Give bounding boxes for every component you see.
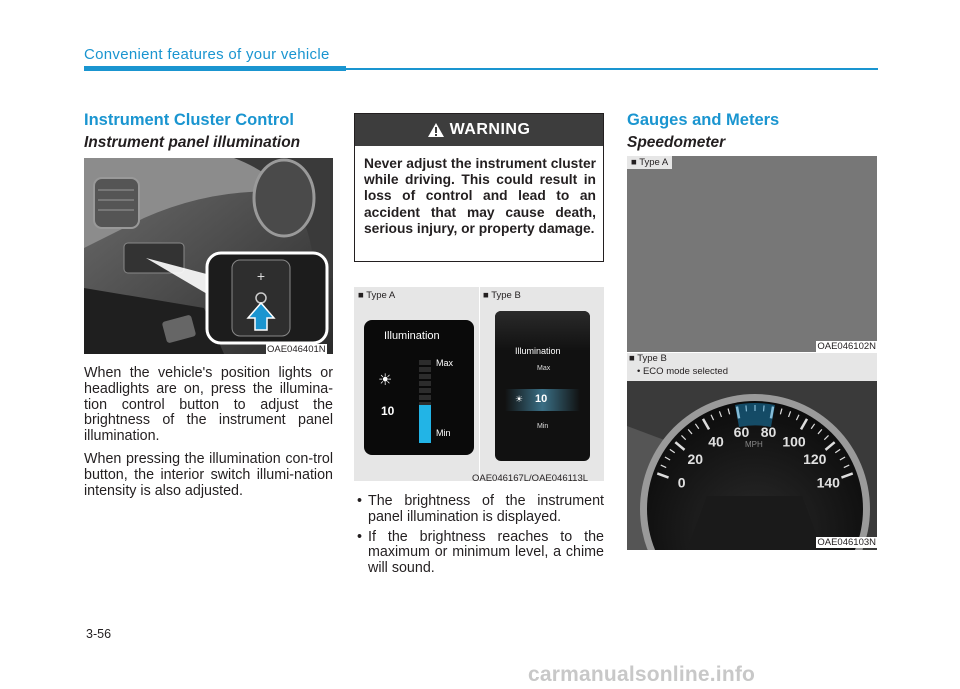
speedometer-type-a-image (627, 156, 877, 352)
watermark-link[interactable]: carmanualsonline.info (528, 663, 756, 686)
paragraph-illumination-1: When the vehicle's position lights or headlights are on, press the illumina-tion control button to adjust the brightness of the instrument panel illumination. (84, 365, 333, 445)
gauge-label: 40 (708, 433, 724, 450)
type-b-header (627, 353, 877, 381)
header-rule-thin (346, 68, 878, 70)
illumination-display-a (364, 320, 474, 455)
bullet-item: • The brightness of the instrument panel illumination is displayed. (354, 494, 604, 526)
header-rule-thick (84, 66, 346, 71)
display-b-value: 10 (535, 393, 548, 405)
gauge-label: 100 (782, 433, 806, 450)
type-b-label-right: ■ Type B (629, 353, 667, 364)
warning-title: WARNING (449, 121, 531, 138)
speedometer-type-b-image (627, 381, 877, 550)
figure-code-right-a: OAE046102N (817, 341, 876, 352)
figure-code-middle: OAE046167L/OAE046113L (472, 473, 589, 484)
type-a-label-right: ■ Type A (627, 156, 672, 169)
type-b-label-mid: ■ Type B (483, 290, 521, 301)
figure-code-left: OAE046401N (267, 344, 326, 355)
warning-header (355, 114, 603, 146)
display-b-min: Min (537, 423, 549, 430)
heading-gauges-meters: Gauges and Meters (627, 111, 780, 129)
display-b-max: Max (537, 365, 551, 372)
warning-text: Never adjust the instrument cluster while driving. This could result in loss of control and lead to an accident that may cause death, serious injury, or property damage. (364, 156, 596, 236)
illumination-icon: ☀ (378, 372, 393, 389)
page-number: 3-56 (86, 627, 112, 641)
speedometer-gauge (627, 381, 877, 550)
warning-box (354, 113, 604, 262)
type-a-label-mid: ■ Type A (358, 290, 396, 301)
gauge-label: 80 (760, 424, 777, 441)
gauge-label: 120 (803, 450, 827, 467)
bullet-item: • If the brightness reaches to the maximum or minimum level, a chime will sound. (354, 530, 604, 577)
bullet-list (354, 494, 604, 581)
section-title: Convenient features of your vehicle (84, 46, 330, 63)
level-bar-fill (419, 405, 431, 443)
illumination-figure (354, 287, 604, 481)
display-a-value: 10 (381, 404, 395, 418)
gauge-unit: MPH (745, 440, 763, 449)
eco-mode-note: • ECO mode selected (637, 366, 728, 377)
subheading-speedometer: Speedometer (627, 134, 726, 151)
gauge-label: 0 (677, 474, 686, 491)
display-b-icon: ☀ (515, 394, 524, 404)
warning-triangle-icon (428, 123, 444, 137)
heading-instrument-cluster: Instrument Cluster Control (84, 111, 294, 129)
gauge-label: 20 (687, 450, 704, 467)
svg-text:+: + (256, 268, 266, 284)
display-a-max: Max (436, 358, 454, 368)
display-a-title: Illumination (384, 330, 440, 342)
display-a-min: Min (436, 428, 451, 438)
gauge-label: 60 (733, 424, 750, 441)
cockpit-photo (84, 158, 333, 354)
subheading-panel-illumination: Instrument panel illumination (84, 134, 301, 151)
figure-divider (479, 287, 480, 481)
figure-code-right-b: OAE046103N (817, 537, 876, 548)
gauge-label: 140 (816, 474, 840, 491)
paragraph-illumination-2: When pressing the illumination con-trol button, the interior switch illumi-nation intensity is also adjusted. (84, 451, 333, 499)
display-b-title: Illumination (515, 346, 561, 356)
illumination-display-b (495, 311, 590, 461)
